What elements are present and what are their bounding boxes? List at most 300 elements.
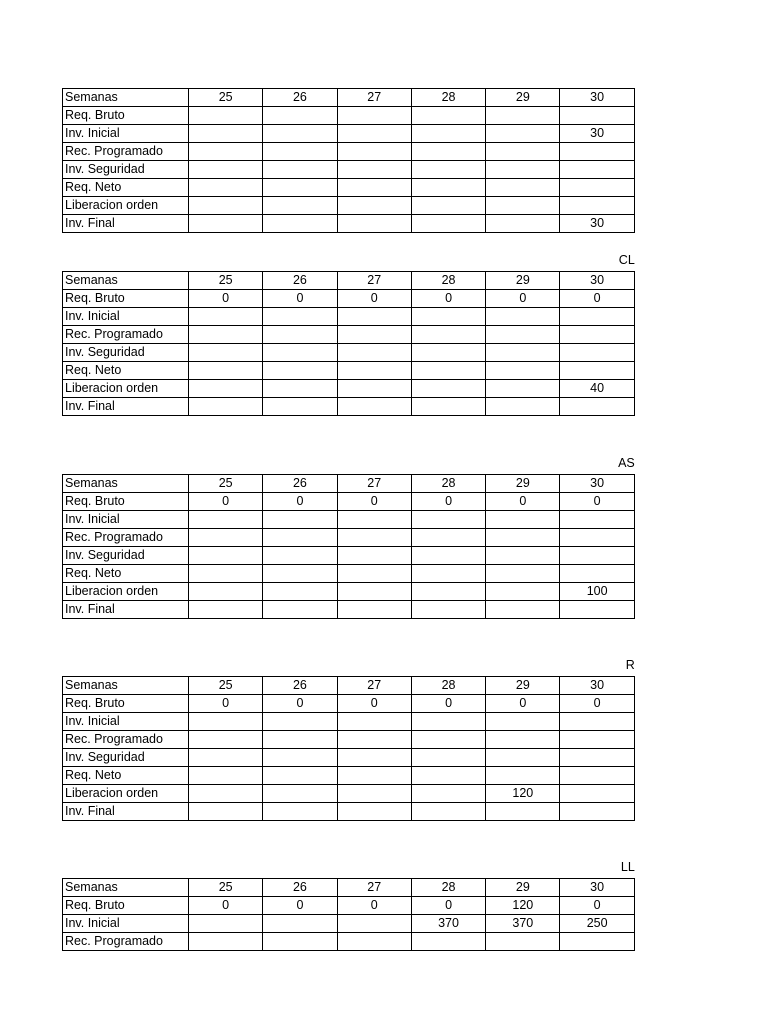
table-cell (560, 767, 634, 785)
table-cell (189, 197, 263, 215)
table-cell (263, 326, 337, 344)
table-cell (560, 161, 634, 179)
week-header-cell: 27 (337, 272, 411, 290)
table-cell (189, 731, 263, 749)
table-cell: 0 (560, 290, 634, 308)
row-label: Inv. Seguridad (63, 344, 189, 362)
table-cell (337, 362, 411, 380)
table-cell (263, 731, 337, 749)
table-cell (411, 529, 485, 547)
table-cell (411, 197, 485, 215)
table-cell (411, 713, 485, 731)
table-cell: 0 (337, 493, 411, 511)
table-cell (263, 215, 337, 233)
table-cell (560, 308, 634, 326)
table-cell (263, 565, 337, 583)
table-cell: 0 (337, 897, 411, 915)
table-cell (560, 731, 634, 749)
week-header-cell: 28 (411, 677, 485, 695)
week-header-cell: 29 (486, 89, 560, 107)
table-cell (411, 547, 485, 565)
row-label: Rec. Programado (63, 731, 189, 749)
table-cell (189, 215, 263, 233)
table-cell (263, 749, 337, 767)
table-cell (486, 326, 560, 344)
table-cell: 0 (560, 695, 634, 713)
row-label: Req. Bruto (63, 107, 189, 125)
table-cell: 0 (411, 493, 485, 511)
table-cell (337, 197, 411, 215)
week-header-cell: 28 (411, 89, 485, 107)
table-cell (189, 161, 263, 179)
table-cell (411, 380, 485, 398)
table-cell (560, 749, 634, 767)
table-cell (411, 785, 485, 803)
table-row (63, 565, 635, 583)
table-cell: 0 (411, 695, 485, 713)
table-row (63, 179, 635, 197)
table-cell: 0 (337, 695, 411, 713)
week-header-cell: 28 (411, 272, 485, 290)
table-cell (337, 143, 411, 161)
table-cell (189, 767, 263, 785)
mrp-table-block-2 (62, 253, 635, 416)
table-cell: 0 (486, 493, 560, 511)
row-label: Inv. Inicial (63, 713, 189, 731)
table-row (63, 398, 635, 416)
row-label: Inv. Inicial (63, 308, 189, 326)
table-cell (337, 731, 411, 749)
table-cell (486, 731, 560, 749)
table-row (63, 290, 635, 308)
table-row (63, 475, 635, 493)
table-cell: 370 (411, 915, 485, 933)
mrp-table (62, 88, 635, 233)
table-row (63, 308, 635, 326)
mrp-table-block-1 (62, 88, 635, 233)
table-row (63, 749, 635, 767)
week-header-cell: 30 (560, 677, 634, 695)
week-header-cell: 26 (263, 475, 337, 493)
row-label: Req. Bruto (63, 290, 189, 308)
table-row (63, 362, 635, 380)
table-row (63, 197, 635, 215)
table-cell (189, 915, 263, 933)
row-label: Req. Neto (63, 767, 189, 785)
table-cell (337, 933, 411, 951)
row-label: Inv. Inicial (63, 915, 189, 933)
table-row (63, 803, 635, 821)
table-row (63, 326, 635, 344)
table-cell (560, 197, 634, 215)
table-row (63, 601, 635, 619)
table-row (63, 879, 635, 897)
mrp-table-block-5 (62, 860, 635, 951)
table-cell (189, 803, 263, 821)
table-cell (411, 749, 485, 767)
table-cell (411, 933, 485, 951)
table-cell (337, 565, 411, 583)
table-cell (486, 529, 560, 547)
table-cell (337, 380, 411, 398)
row-label: Rec. Programado (63, 529, 189, 547)
mrp-table (62, 878, 635, 951)
table-cell (486, 107, 560, 125)
table-cell (560, 107, 634, 125)
table-cell (189, 785, 263, 803)
table-cell (263, 344, 337, 362)
table-cell: 120 (486, 897, 560, 915)
week-header-cell: 27 (337, 879, 411, 897)
table-cell (337, 398, 411, 416)
table-cell (263, 398, 337, 416)
table-cell (337, 583, 411, 601)
week-header-cell: 26 (263, 677, 337, 695)
table-row (63, 529, 635, 547)
table-cell (337, 308, 411, 326)
table-cell (560, 565, 634, 583)
row-label: Inv. Final (63, 398, 189, 416)
table-cell (189, 143, 263, 161)
table-cell: 0 (560, 493, 634, 511)
mrp-table-block-3 (62, 456, 635, 619)
week-header-cell: 25 (189, 475, 263, 493)
table-cell (189, 601, 263, 619)
row-label: Inv. Final (63, 215, 189, 233)
table-cell: 0 (411, 290, 485, 308)
table-cell (263, 915, 337, 933)
table-cell (263, 713, 337, 731)
table-cell (337, 713, 411, 731)
row-label: Semanas (63, 677, 189, 695)
table-cell (560, 143, 634, 161)
table-row (63, 897, 635, 915)
table-cell (337, 326, 411, 344)
table-cell (486, 601, 560, 619)
table-row (63, 583, 635, 601)
row-label: Liberacion orden (63, 380, 189, 398)
table-cell (486, 767, 560, 785)
table-cell (189, 326, 263, 344)
table-cell: 30 (560, 125, 634, 143)
table-label: AS (618, 456, 635, 470)
table-cell (189, 179, 263, 197)
table-cell (337, 767, 411, 785)
table-cell (263, 547, 337, 565)
table-cell (486, 803, 560, 821)
week-header-cell: 30 (560, 272, 634, 290)
row-label: Inv. Inicial (63, 125, 189, 143)
table-cell (560, 547, 634, 565)
table-cell (337, 915, 411, 933)
table-cell (411, 511, 485, 529)
table-cell (411, 803, 485, 821)
table-cell (411, 179, 485, 197)
table-cell (263, 380, 337, 398)
table-row (63, 89, 635, 107)
table-row (63, 107, 635, 125)
table-row (63, 731, 635, 749)
row-label: Semanas (63, 879, 189, 897)
table-cell (560, 529, 634, 547)
table-cell (337, 529, 411, 547)
table-cell: 370 (486, 915, 560, 933)
table-cell (486, 565, 560, 583)
table-cell (411, 565, 485, 583)
table-cell (263, 197, 337, 215)
week-header-cell: 28 (411, 879, 485, 897)
table-cell (189, 362, 263, 380)
table-cell (560, 344, 634, 362)
table-cell (486, 197, 560, 215)
table-cell (411, 601, 485, 619)
week-header-cell: 30 (560, 879, 634, 897)
week-header-cell: 26 (263, 272, 337, 290)
table-cell (486, 380, 560, 398)
table-cell: 0 (189, 290, 263, 308)
table-cell (560, 785, 634, 803)
table-cell (337, 125, 411, 143)
table-cell: 0 (486, 695, 560, 713)
table-cell (560, 362, 634, 380)
table-row (63, 215, 635, 233)
table-cell: 0 (189, 897, 263, 915)
mrp-table-block-4 (62, 658, 635, 821)
table-cell (411, 143, 485, 161)
week-header-cell: 27 (337, 677, 411, 695)
table-cell: 0 (263, 897, 337, 915)
table-cell (411, 215, 485, 233)
row-label: Req. Neto (63, 565, 189, 583)
table-row (63, 161, 635, 179)
table-cell (337, 511, 411, 529)
table-cell (411, 308, 485, 326)
table-cell (560, 326, 634, 344)
table-cell (411, 398, 485, 416)
table-row (63, 767, 635, 785)
table-cell (189, 713, 263, 731)
table-cell (189, 511, 263, 529)
table-cell (263, 803, 337, 821)
table-cell (486, 161, 560, 179)
table-cell (560, 179, 634, 197)
table-cell (189, 547, 263, 565)
table-cell: 0 (337, 290, 411, 308)
table-cell (263, 179, 337, 197)
table-cell (560, 601, 634, 619)
row-label: Req. Bruto (63, 897, 189, 915)
table-cell (189, 583, 263, 601)
table-cell (189, 749, 263, 767)
table-cell (337, 601, 411, 619)
table-cell (337, 344, 411, 362)
table-cell (263, 143, 337, 161)
table-cell (411, 362, 485, 380)
row-label: Rec. Programado (63, 933, 189, 951)
table-cell (263, 785, 337, 803)
table-row (63, 272, 635, 290)
table-cell (486, 749, 560, 767)
table-row (63, 713, 635, 731)
row-label: Inv. Seguridad (63, 749, 189, 767)
table-cell (411, 767, 485, 785)
row-label: Liberacion orden (63, 197, 189, 215)
table-cell: 0 (263, 695, 337, 713)
table-cell (560, 511, 634, 529)
table-cell (337, 215, 411, 233)
table-cell (411, 731, 485, 749)
row-label: Semanas (63, 89, 189, 107)
table-cell (486, 308, 560, 326)
table-cell (560, 803, 634, 821)
table-cell (411, 161, 485, 179)
table-cell (337, 547, 411, 565)
row-label: Inv. Seguridad (63, 547, 189, 565)
table-cell: 0 (189, 695, 263, 713)
table-row (63, 125, 635, 143)
row-label: Liberacion orden (63, 583, 189, 601)
table-cell: 0 (263, 493, 337, 511)
row-label: Inv. Seguridad (63, 161, 189, 179)
table-cell (263, 362, 337, 380)
table-row (63, 344, 635, 362)
week-header-cell: 25 (189, 879, 263, 897)
row-label: Req. Neto (63, 362, 189, 380)
table-cell (337, 107, 411, 125)
week-header-cell: 25 (189, 272, 263, 290)
row-label: Rec. Programado (63, 143, 189, 161)
table-cell (189, 529, 263, 547)
week-header-cell: 25 (189, 89, 263, 107)
week-header-cell: 26 (263, 879, 337, 897)
table-cell (486, 143, 560, 161)
table-cell: 30 (560, 215, 634, 233)
row-label: Req. Bruto (63, 493, 189, 511)
table-row (63, 915, 635, 933)
table-cell (263, 529, 337, 547)
table-row (63, 511, 635, 529)
table-cell: 0 (411, 897, 485, 915)
week-header-cell: 29 (486, 475, 560, 493)
table-cell (263, 511, 337, 529)
table-cell (411, 344, 485, 362)
table-cell (189, 125, 263, 143)
table-cell: 250 (560, 915, 634, 933)
week-header-cell: 27 (337, 475, 411, 493)
table-cell (189, 344, 263, 362)
table-cell (263, 125, 337, 143)
table-cell (486, 713, 560, 731)
mrp-table (62, 474, 635, 619)
table-cell: 0 (189, 493, 263, 511)
row-label: Semanas (63, 475, 189, 493)
table-row (63, 695, 635, 713)
table-cell (337, 179, 411, 197)
table-row (63, 380, 635, 398)
table-cell (486, 511, 560, 529)
table-cell (411, 107, 485, 125)
row-label: Liberacion orden (63, 785, 189, 803)
week-header-cell: 25 (189, 677, 263, 695)
table-cell (263, 601, 337, 619)
table-cell (486, 215, 560, 233)
table-cell (560, 713, 634, 731)
table-cell (486, 344, 560, 362)
table-cell (486, 398, 560, 416)
table-row (63, 785, 635, 803)
week-header-cell: 27 (337, 89, 411, 107)
table-cell (263, 308, 337, 326)
table-cell (486, 933, 560, 951)
table-cell (486, 179, 560, 197)
table-cell: 40 (560, 380, 634, 398)
week-header-cell: 29 (486, 272, 560, 290)
row-label: Inv. Final (63, 601, 189, 619)
table-cell (263, 767, 337, 785)
table-cell (337, 749, 411, 767)
table-cell (337, 785, 411, 803)
table-cell (337, 803, 411, 821)
table-row (63, 933, 635, 951)
table-cell (263, 107, 337, 125)
table-cell (560, 933, 634, 951)
week-header-cell: 30 (560, 89, 634, 107)
table-cell: 120 (486, 785, 560, 803)
table-cell (486, 125, 560, 143)
table-cell: 0 (560, 897, 634, 915)
table-cell (189, 308, 263, 326)
row-label: Rec. Programado (63, 326, 189, 344)
table-cell (560, 398, 634, 416)
row-label: Inv. Final (63, 803, 189, 821)
week-header-cell: 29 (486, 879, 560, 897)
table-cell (486, 547, 560, 565)
table-cell (263, 583, 337, 601)
table-cell (486, 362, 560, 380)
table-cell (486, 583, 560, 601)
table-cell: 100 (560, 583, 634, 601)
table-cell (189, 565, 263, 583)
week-header-cell: 30 (560, 475, 634, 493)
table-cell (263, 161, 337, 179)
table-cell (189, 933, 263, 951)
table-row (63, 493, 635, 511)
row-label: Req. Neto (63, 179, 189, 197)
mrp-table (62, 676, 635, 821)
week-header-cell: 29 (486, 677, 560, 695)
table-cell (337, 161, 411, 179)
table-row (63, 547, 635, 565)
table-label: CL (618, 253, 635, 267)
table-cell (411, 583, 485, 601)
row-label: Inv. Inicial (63, 511, 189, 529)
table-row (63, 677, 635, 695)
table-cell (189, 107, 263, 125)
table-label: LL (620, 860, 635, 874)
table-cell (189, 398, 263, 416)
week-header-cell: 28 (411, 475, 485, 493)
table-cell (263, 933, 337, 951)
table-row (63, 143, 635, 161)
row-label: Semanas (63, 272, 189, 290)
mrp-table (62, 271, 635, 416)
table-cell (411, 125, 485, 143)
table-cell: 0 (263, 290, 337, 308)
table-cell: 0 (486, 290, 560, 308)
table-cell (189, 380, 263, 398)
week-header-cell: 26 (263, 89, 337, 107)
table-label: R (625, 658, 635, 672)
